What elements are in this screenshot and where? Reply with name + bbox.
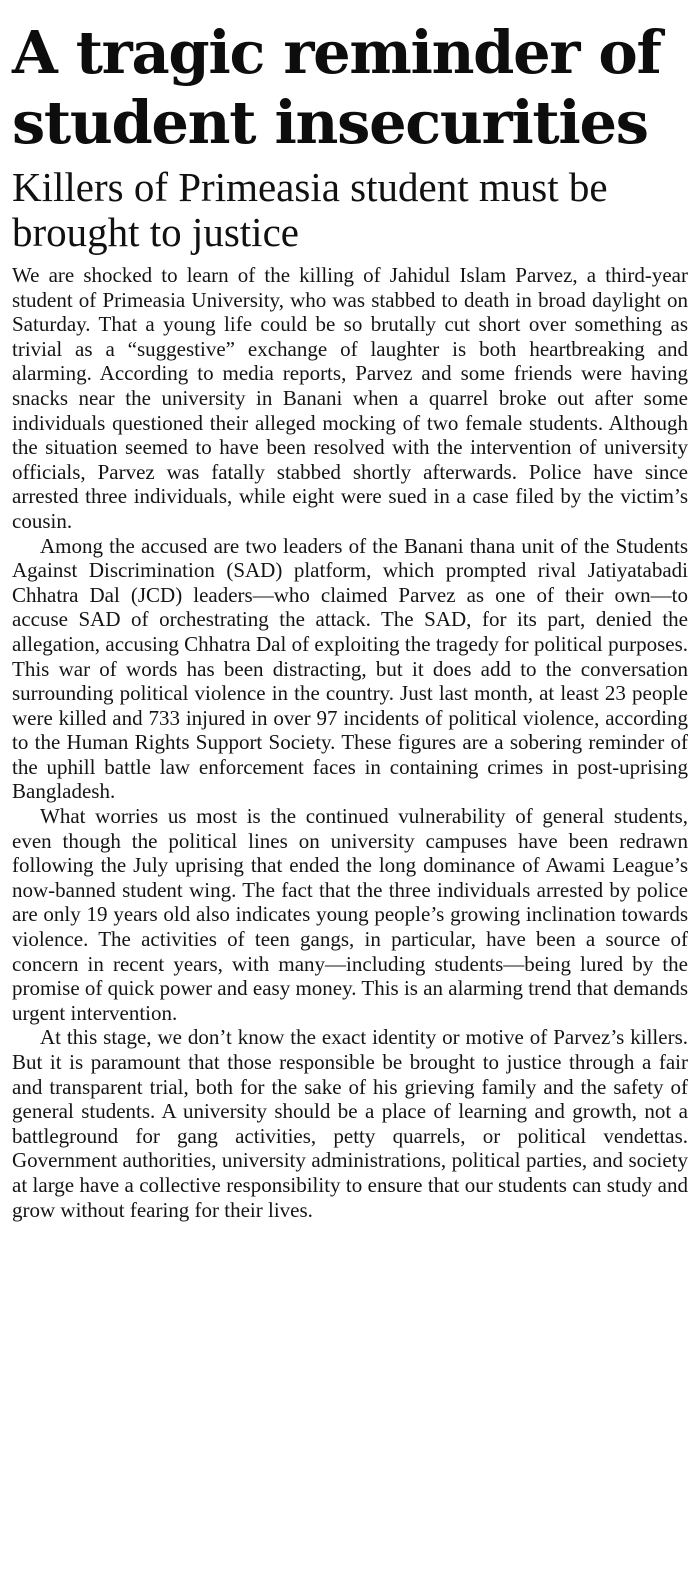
editorial-article	[12, 18, 688, 1222]
paragraph-4: At this stage, we don’t know the exact identity or motive of Parvez’s killers. But it is paramount that those responsible be brought to justice through a fair and transparent trial, both for the sake of his grieving family and the safety of general students. A university should be a place of learning and growth, not a battleground for gang activities, petty quarrels, or political vendettas. Government authorities, university administrations, political parties, and society at large have a collective responsibility to ensure that our students can study and grow without fearing for their lives.	[12, 1025, 688, 1222]
paragraph-1: We are shocked to learn of the killing of Jahidul Islam Parvez, a third-year student of Primeasia University, who was stabbed to death in broad daylight on Saturday. That a young life could be so brutally cut short over something as trivial as a “suggestive” exchange of laughter is both heartbreaking and alarming. According to media reports, Parvez and some friends were having snacks near the university in Banani when a quarrel broke out after some individuals questioned their alleged mocking of two female students. Although the situation seemed to have been resolved with the intervention of university officials, Parvez was fatally stabbed shortly afterwards. Police have since arrested three individuals, while eight were sued in a case filed by the victim’s cousin.	[12, 263, 688, 533]
paragraph-2: Among the accused are two leaders of the Banani thana unit of the Students Against Discrimination (SAD) platform, which prompted rival Jatiyatabadi Chhatra Dal (JCD) leaders—who claimed Parvez as one of their own—to accuse SAD of orchestrating the attack. The SAD, for its part, denied the allegation, accusing Chhatra Dal of exploiting the tragedy for political purposes. This war of words has been distracting, but it does add to the conversation surrounding political violence in the country. Just last month, at least 23 people were killed and 733 injured in over 97 incidents of political violence, according to the Human Rights Support Society. These figures are a sobering reminder of the uphill battle law enforcement faces in containing crimes in post-uprising Bangladesh.	[12, 533, 688, 804]
paragraph-3: What worries us most is the continued vulnerability of general students, even though the political lines on university campuses have been redrawn following the July uprising that ended the long dominance of Awami League’s now-banned student wing. The fact that the three individuals arrested by police are only 19 years old also indicates young people’s growing inclination towards violence. The activities of teen gangs, in particular, have been a source of concern in recent years, with many—including students—being lured by the promise of quick power and easy money. This is an alarming trend that demands urgent intervention.	[12, 804, 688, 1025]
article-body	[12, 263, 688, 1222]
headline: A tragic reminder of student insecurities	[12, 18, 661, 157]
subheadline: Killers of Primeasia student must be brought to justice	[12, 164, 608, 255]
